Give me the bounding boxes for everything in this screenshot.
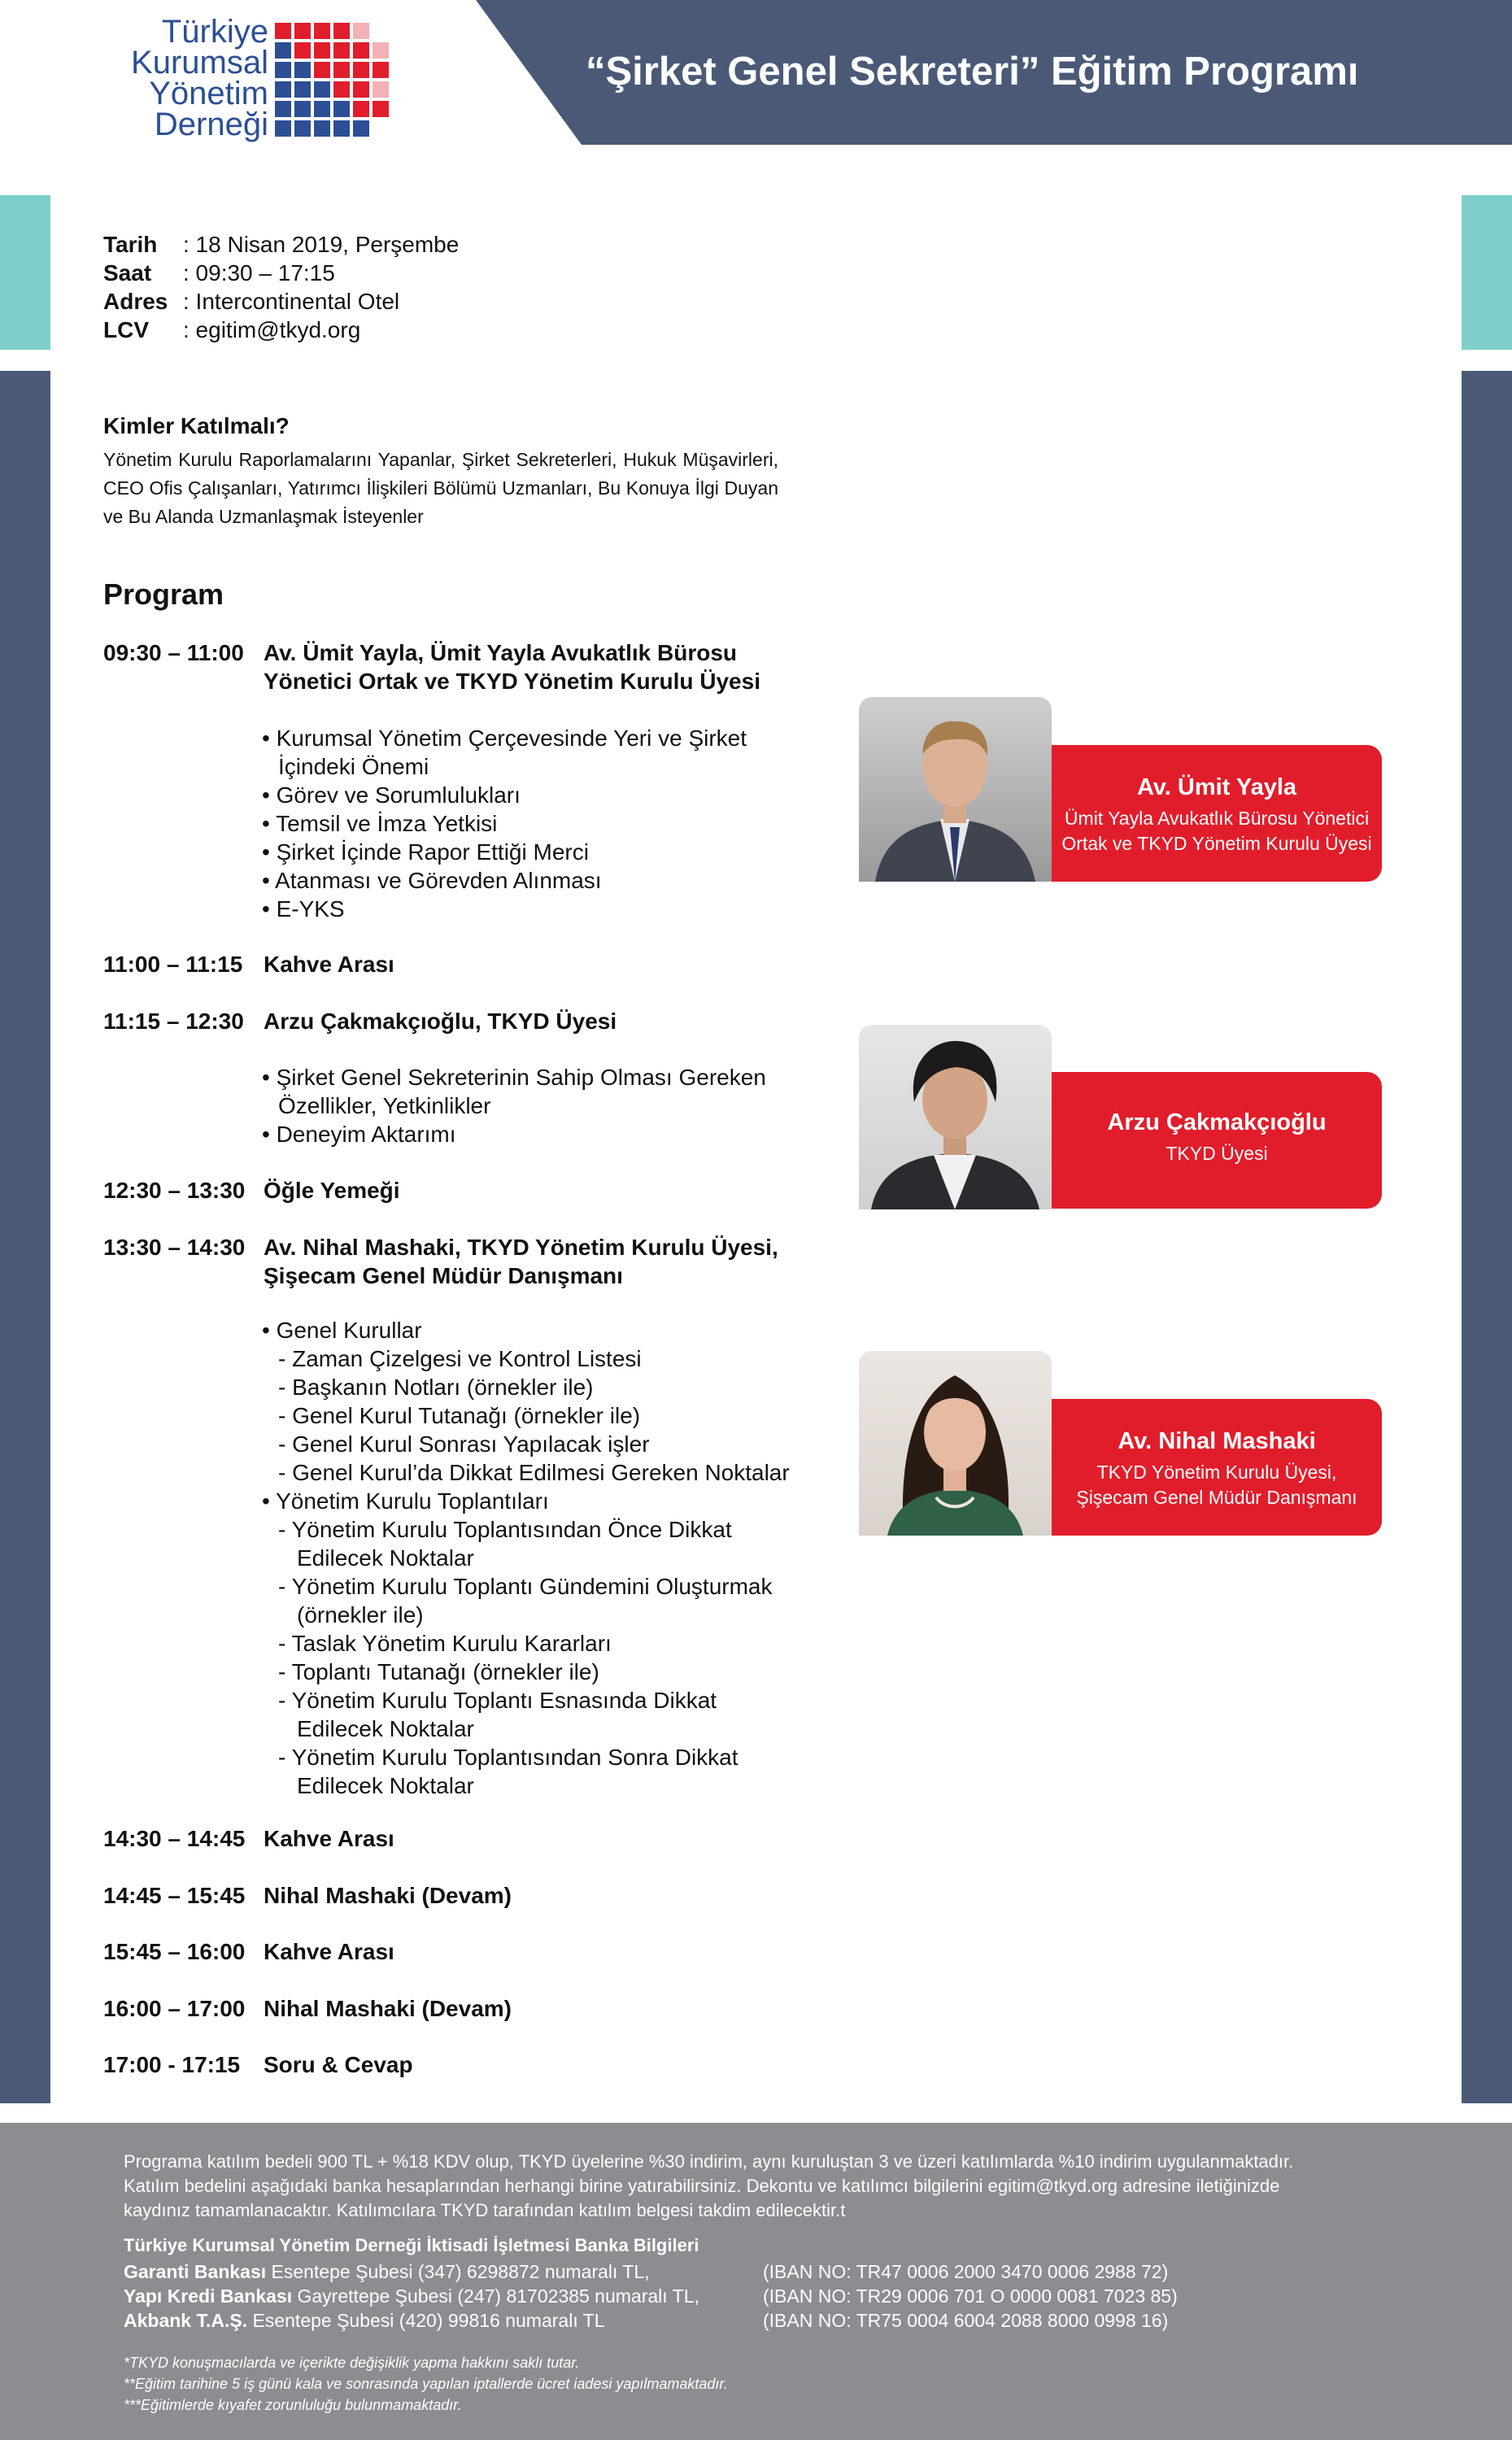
footnotes (124, 2352, 1181, 2416)
slot-row (103, 950, 394, 978)
slot-row (103, 1233, 778, 1261)
slot-title: Nihal Mashaki (Devam) (264, 1996, 512, 2021)
bullet-item: İçindeki Önemi (278, 754, 429, 779)
logo-line: Kurumsal (131, 45, 268, 81)
slot-time: 11:00 – 11:15 (103, 952, 243, 977)
fee-line: Katılım bedelini aşağıdaki banka hesaplarından herhangi birine yatırabilirsiniz. Dekontu ve katılımcı bilgilerini egitim@tkyd.org adresine iletiğinizde (124, 2176, 1280, 2196)
bullet-item: • Genel Kurullar (262, 1318, 422, 1343)
info-label: Adres (103, 289, 168, 314)
logo-text (122, 16, 268, 140)
speaker-name: Av. Nihal Mashaki (1118, 1428, 1316, 1454)
bullet-item: • Şirket İçinde Rapor Ettiği Merci (262, 839, 589, 865)
bank-name: Yapı Kredi Bankası (124, 2285, 293, 2307)
slot-time: 16:00 – 17:00 (103, 1996, 246, 2021)
sub-item: - Başkanın Notları (örnekler ile) (278, 1375, 594, 1400)
logo-line: Derneği (154, 107, 268, 142)
right-teal-bar (1462, 195, 1512, 350)
sub-item: - Genel Kurul’da Dikkat Edilmesi Gereken Noktalar (278, 1460, 790, 1485)
slot-row (103, 1881, 512, 1910)
speaker-portrait-icon (859, 1351, 1052, 1536)
bullet-item: • Yönetim Kurulu Toplantıları (262, 1488, 549, 1514)
speaker-photo (859, 697, 1052, 882)
speaker-card (1052, 1072, 1382, 1209)
slot-row (103, 1994, 512, 2023)
footnote: *TKYD konuşmacılarda ve içerikte değişiklik yapma hakkını saklı tutar. (124, 2355, 580, 2371)
slot-time: 12:30 – 13:30 (103, 1178, 246, 1203)
bank-name: Akbank T.A.Ş. (124, 2310, 248, 2331)
info-label: Saat (103, 260, 152, 285)
logo-line: Yönetim (149, 76, 268, 111)
info-value: : 09:30 – 17:15 (183, 260, 335, 285)
left-teal-bar (0, 195, 50, 350)
sub-item: - Genel Kurul Tutanağı (örnekler ile) (278, 1403, 641, 1428)
footnote: **Eğitim tarihine 5 iş günü kala ve sonrasında yapılan iptallerde ücret iadesi yapılmamaktadır. (124, 2376, 728, 2392)
speaker-card (1052, 745, 1382, 882)
speaker-desc: Şişecam Genel Müdür Danışmanı (1076, 1487, 1357, 1508)
left-slate-bar (0, 371, 50, 2103)
bank-row (124, 2259, 650, 2284)
bullet-item: • Temsil ve İmza Yetkisi (262, 811, 498, 836)
slot-time: 14:30 – 14:45 (103, 1826, 246, 1851)
slot-time: 15:45 – 16:00 (103, 1939, 246, 1964)
speaker-photo (859, 1351, 1052, 1536)
slot-row (103, 2050, 413, 2079)
bullet-item: • Görev ve Sorumlulukları (262, 782, 521, 808)
logo-grid-icon (275, 23, 397, 145)
speaker-desc: Ümit Yayla Avukatlık Bürosu Yönetici (1064, 808, 1370, 829)
slot-title: Kahve Arası (264, 952, 394, 977)
fee-line: kaydınız tamamlanacaktır. Katılımcılara TKYD tarafından katılım belgesi takdim edilecektir.t (124, 2200, 846, 2220)
logo-line: Türkiye (161, 14, 268, 50)
sub-item: - Taslak Yönetim Kurulu Kararları (278, 1631, 612, 1656)
slot-time: 17:00 - 17:15 (103, 2052, 241, 2077)
bullet-item: • Deneyim Aktarımı (262, 1122, 456, 1147)
bullet-item: • E-YKS (262, 896, 345, 922)
bank-name: Garanti Bankası (124, 2261, 267, 2282)
slot-title-line2: Şişecam Genel Müdür Danışmanı (264, 1263, 623, 1288)
slot-title: Av. Ümit Yayla, Ümit Yayla Avukatlık Bürosu (264, 640, 738, 665)
bank-info-title: Türkiye Kurumsal Yönetim Derneği İktisadi İşletmesi Banka Bilgileri (124, 2235, 699, 2255)
info-label: LCV (103, 317, 149, 342)
info-row-time (103, 259, 335, 287)
slot-title-line2: Yönetici Ortak ve TKYD Yönetim Kurulu Üyesi (264, 669, 760, 694)
info-row-address (103, 287, 399, 316)
info-value: : 18 Nisan 2019, Perşembe (183, 232, 460, 257)
info-row-rsvp (103, 316, 360, 344)
bank-row (124, 2284, 699, 2308)
who-should-attend-text: Yönetim Kurulu Raporlamalarını Yapanlar, Şirket Sekreterleri, Hukuk Müşavirleri, CEO Ofis Çalışanları, Yatırımcı İlişkileri Bölümü Uzmanları, Bu Konuya İlgi Duyan ve Bu Alanda Uzmanlaşmak İsteyenler (103, 449, 778, 527)
sub-item: - Yönetim Kurulu Toplantısından Sonra Dikkat (278, 1745, 739, 1770)
speaker-portrait-icon (859, 697, 1052, 882)
bullet-item: • Kurumsal Yönetim Çerçevesinde Yeri ve Şirket (262, 725, 747, 751)
info-row-date (103, 230, 459, 259)
page-title: “Şirket Genel Sekreteri” Eğitim Programı (586, 50, 1359, 94)
bank-row (124, 2308, 605, 2333)
slot-title: Nihal Mashaki (Devam) (264, 1883, 512, 1908)
slot-title: Öğle Yemeği (264, 1178, 400, 1203)
sub-item: - Yönetim Kurulu Toplantısından Önce Dikkat (278, 1517, 732, 1542)
sub-item: - Yönetim Kurulu Toplantı Esnasında Dikkat (278, 1688, 717, 1713)
sub-item: Edilecek Noktalar (297, 1716, 474, 1741)
bank-iban: (IBAN NO: TR75 0004 6004 2088 8000 0998 16) (763, 2310, 1169, 2331)
sub-item: - Toplantı Tutanağı (örnekler ile) (278, 1659, 599, 1684)
slot-title: Kahve Arası (264, 1939, 394, 1964)
speaker-desc: Ortak ve TKYD Yönetim Kurulu Üyesi (1061, 833, 1372, 854)
speaker-portrait-icon (859, 1025, 1052, 1209)
slot-title: Kahve Arası (264, 1826, 394, 1851)
sub-item: Edilecek Noktalar (297, 1545, 474, 1571)
bank-branch: Esentepe Şubesi (347) 6298872 numaralı TL, (266, 2261, 650, 2282)
speaker-card (1052, 1399, 1382, 1536)
speaker-desc: TKYD Yönetim Kurulu Üyesi, (1096, 1462, 1337, 1483)
slot-row (103, 638, 737, 667)
bank-branch: Gayrettepe Şubesi (247) 81702385 numaralı TL, (292, 2285, 699, 2307)
sub-item: (örnekler ile) (297, 1602, 424, 1627)
slot-time: 11:15 – 12:30 (103, 1009, 244, 1034)
bank-iban: (IBAN NO: TR47 0006 2000 3470 0006 2988 72) (763, 2261, 1169, 2282)
bullet-item: • Şirket Genel Sekreterinin Sahip Olması Gereken (262, 1065, 766, 1090)
slot-row (103, 1937, 394, 1966)
slot-title: Arzu Çakmakçıoğlu, TKYD Üyesi (264, 1009, 617, 1034)
sub-item: - Genel Kurul Sonrası Yapılacak işler (278, 1431, 650, 1457)
info-value: : Intercontinental Otel (183, 289, 400, 314)
slot-row (103, 1007, 617, 1035)
speaker-photo (859, 1025, 1052, 1209)
who-should-attend-title: Kimler Katılmalı? (103, 413, 290, 438)
footnote: ***Eğitimlerde kıyafet zorunluluğu bulunmamaktadır. (124, 2397, 462, 2413)
speaker-name: Arzu Çakmakçıoğlu (1107, 1109, 1327, 1135)
sub-item: - Zaman Çizelgesi ve Kontrol Listesi (278, 1346, 642, 1371)
slot-time: 14:45 – 15:45 (103, 1883, 246, 1908)
bank-iban: (IBAN NO: TR29 0006 701 O 0000 0081 7023 85) (763, 2285, 1178, 2307)
info-label: Tarih (103, 232, 158, 257)
slot-title: Av. Nihal Mashaki, TKYD Yönetim Kurulu Üyesi, (264, 1235, 778, 1260)
program-title: Program (103, 577, 224, 611)
slot-row (103, 1176, 400, 1205)
bank-branch: Esentepe Şubesi (420) 99816 numaralı TL (247, 2310, 605, 2331)
bullet-item: Özellikler, Yetkinlikler (278, 1093, 491, 1118)
slot-time: 09:30 – 11:00 (103, 640, 244, 665)
right-slate-bar (1462, 371, 1512, 2103)
slot-title: Soru & Cevap (264, 2052, 413, 2077)
speaker-name: Av. Ümit Yayla (1136, 774, 1297, 800)
sub-item: Edilecek Noktalar (297, 1773, 474, 1798)
info-value: : egitim@tkyd.org (183, 317, 361, 342)
fee-text (124, 2150, 1392, 2223)
bullet-item: • Atanması ve Görevden Alınması (262, 868, 602, 893)
fee-line: Programa katılım bedeli 900 TL + %18 KDV olup, TKYD üyelerine %30 indirim, aynı kuruluştan 3 ve üzeri katılımlarda %10 indirim uygulanmaktadır. (124, 2151, 1294, 2172)
speaker-desc: TKYD Üyesi (1166, 1143, 1268, 1164)
sub-item: - Yönetim Kurulu Toplantı Gündemini Oluşturmak (278, 1574, 773, 1599)
slot-time: 13:30 – 14:30 (103, 1235, 246, 1260)
slot-row (103, 1824, 394, 1853)
